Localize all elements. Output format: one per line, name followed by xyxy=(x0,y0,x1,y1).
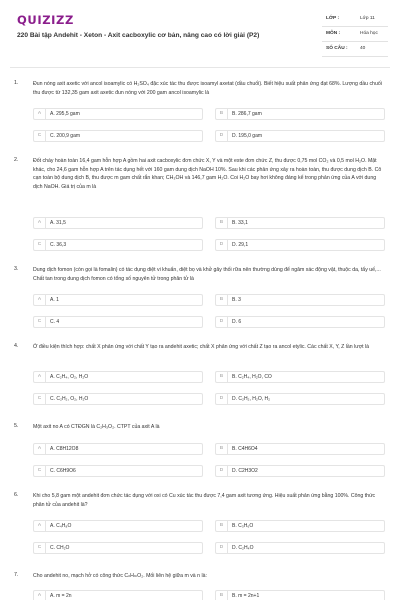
option-letter: A xyxy=(34,218,46,228)
option-letter: D xyxy=(216,131,228,141)
question-text: Khi cho 5,8 gam một andehit đơn chức tác dụng với oxi có Cu xúc tác thu được 7,4 gam axit tương ứng. Hiệu suất phản ứng bằng 100%. Công thức phân tử của andehit là? xyxy=(33,493,376,508)
meta-count-value: 40 xyxy=(360,46,366,51)
option-letter: A xyxy=(34,295,46,305)
option-text: C. 36,3 xyxy=(50,242,67,248)
option-letter: B xyxy=(216,444,228,454)
option-text: A. C₄H₈O xyxy=(50,523,72,529)
question-text: Dung dịch fomon (còn gọi là fomalin) có tác dụng diệt vi khuẩn, diệt bọ và khử gây thối rữa nên thường dùng để ngâm xác động vật, thuộc da, tẩy uế,... Chất tan trong dung dịch fomon có tổng số nguyên tử trong phân tử là xyxy=(33,267,381,282)
meta-subject-label: MÔN : xyxy=(326,31,341,36)
option-text: C. C₂H₂, O₂, H₂O xyxy=(50,396,89,402)
option-text: B. C₃H₆O xyxy=(232,523,254,529)
meta-class-value: Lớp 11 xyxy=(360,16,375,21)
option-letter: C xyxy=(34,240,46,250)
option-letter: B xyxy=(216,372,228,382)
option-text: A. m = 2n xyxy=(50,593,72,599)
option-text: B. 3 xyxy=(232,297,241,303)
question-number: 3. xyxy=(14,266,19,272)
meta-class-label: LỚP : xyxy=(326,16,340,21)
option-text: D. C2H3O2 xyxy=(232,468,258,474)
option-text: A. 1 xyxy=(50,297,59,303)
option-c[interactable] xyxy=(33,465,203,477)
option-text: C. 200,9 gam xyxy=(50,133,81,139)
option-letter: A xyxy=(34,521,46,531)
option-text: A. 295,5 gam xyxy=(50,111,80,117)
option-b[interactable] xyxy=(215,371,385,383)
option-c[interactable] xyxy=(33,393,203,405)
option-a[interactable] xyxy=(33,443,203,455)
option-text: C. C6H9O6 xyxy=(50,468,76,474)
option-text: D. 195,0 gam xyxy=(232,133,263,139)
option-text: D. C₂H₄O xyxy=(232,545,254,551)
question-number: 6. xyxy=(14,492,19,498)
option-text: B. C₂H₄, H₂O, CO xyxy=(232,374,272,380)
option-letter: D xyxy=(216,317,228,327)
header-divider xyxy=(10,67,390,68)
option-letter: A xyxy=(34,372,46,382)
option-letter: C xyxy=(34,466,46,476)
question-number: 7. xyxy=(14,572,19,578)
option-d[interactable] xyxy=(215,239,385,251)
quizizz-logo: QUIZIZZ xyxy=(17,13,74,27)
meta-divider xyxy=(322,26,388,27)
option-c[interactable] xyxy=(33,130,203,142)
option-text: A. 31,5 xyxy=(50,220,66,226)
option-b[interactable] xyxy=(215,217,385,229)
question-text: Đốt cháy hoàn toàn 16,4 gam hỗn hợp A gồm hai axit cacboxylic đơn chức X, Y và một este đơn chức Z, thu được 0,75 mol CO₂ và 0,5 mol H₂O. Mặt khác, cho 24,6 gam hỗn hợp A trên tác dụng hết với 160 gam dung dịch NaOH 10%. Sau khi các phản ứng xảy ra hoàn toàn, thu được dung dịch B. Cô cạn toàn bộ dung dịch B, thu được m gam chất rắn khan; CH₃OH và 146,7 gam H₂O. Coi H₂O bay hơi không đáng kể trong phản ứng của A với dung dịch NaOH. Giá trị của m là xyxy=(33,158,382,190)
option-a[interactable] xyxy=(33,217,203,229)
option-a[interactable] xyxy=(33,294,203,306)
option-text: B. 33,1 xyxy=(232,220,248,226)
question-text: Ở điều kiện thích hợp: chất X phản ứng với chất Y tạo ra andehit axetic; chất X phản ứng với chất Z tạo ra ancol etylic. Các chất X, Y, Z lần lượt là xyxy=(33,344,370,350)
option-a[interactable] xyxy=(33,590,203,600)
meta-divider xyxy=(322,56,388,57)
option-text: B. m = 2n+1 xyxy=(232,593,260,599)
option-text: B. 286,7 gam xyxy=(232,111,262,117)
option-letter: B xyxy=(216,295,228,305)
option-letter: C xyxy=(34,317,46,327)
meta-subject-value: Hóa học xyxy=(360,31,378,36)
option-b[interactable] xyxy=(215,294,385,306)
question-number: 4. xyxy=(14,343,19,349)
option-letter: C xyxy=(34,394,46,404)
option-b[interactable] xyxy=(215,443,385,455)
option-text: A. C₂H₄, O₂, H₂O xyxy=(50,374,89,380)
option-text: A. C8H12O8 xyxy=(50,446,79,452)
option-text: D. 6 xyxy=(232,319,242,325)
question-number: 2. xyxy=(14,157,19,163)
option-letter: D xyxy=(216,240,228,250)
question-number: 1. xyxy=(14,80,19,86)
option-b[interactable] xyxy=(215,520,385,532)
option-text: D. 29,1 xyxy=(232,242,249,248)
option-b[interactable] xyxy=(215,590,385,600)
option-letter: A xyxy=(34,444,46,454)
option-c[interactable] xyxy=(33,239,203,251)
option-c[interactable] xyxy=(33,542,203,554)
option-letter: D xyxy=(216,466,228,476)
meta-divider xyxy=(322,41,388,42)
document-header xyxy=(0,0,400,68)
option-letter: D xyxy=(216,543,228,553)
option-letter: B xyxy=(216,591,228,600)
question-text: Đun nóng axit axetic với ancol isoamylic có H₂SO₄ đặc xúc tác thu được isoamyl axetat (dầu chuối). Biết hiệu suất phản ứng đạt 68%. Lượng dầu chuối thu được từ 132,35 gam axit axetic đun nóng với 200 gam ancol isoamylic là xyxy=(33,81,382,96)
option-d[interactable] xyxy=(215,393,385,405)
option-letter: C xyxy=(34,131,46,141)
option-text: C. CH₂O xyxy=(50,545,70,551)
option-letter: D xyxy=(216,394,228,404)
option-d[interactable] xyxy=(215,542,385,554)
option-d[interactable] xyxy=(215,465,385,477)
option-text: D. C₂H₂, H₂O, H₂ xyxy=(232,396,271,402)
question-text: Cho andehit no, mạch hở có công thức CₙHₘO₂. Mối liên hệ giữa m và n là: xyxy=(33,573,207,579)
option-text: B. C4H6O4 xyxy=(232,446,258,452)
option-letter: B xyxy=(216,521,228,531)
option-c[interactable] xyxy=(33,316,203,328)
option-a[interactable] xyxy=(33,371,203,383)
question-number: 5. xyxy=(14,423,19,429)
meta-count-label: SỐ CÂU : xyxy=(326,46,348,51)
question-text: Một axit no A có CTĐGN là C₂H₃O₂. CTPT của axit A là xyxy=(33,424,160,430)
option-d[interactable] xyxy=(215,316,385,328)
option-letter: A xyxy=(34,109,46,119)
option-text: C. 4 xyxy=(50,319,60,325)
option-letter: C xyxy=(34,543,46,553)
option-letter: B xyxy=(216,218,228,228)
option-a[interactable] xyxy=(33,108,203,120)
option-a[interactable] xyxy=(33,520,203,532)
option-letter: B xyxy=(216,109,228,119)
document-title: 220 Bài tập Andehit - Xeton - Axit cacboxylic cơ bản, nâng cao có lời giải (P2) xyxy=(17,32,260,39)
option-letter: A xyxy=(34,591,46,600)
option-d[interactable] xyxy=(215,130,385,142)
option-b[interactable] xyxy=(215,108,385,120)
